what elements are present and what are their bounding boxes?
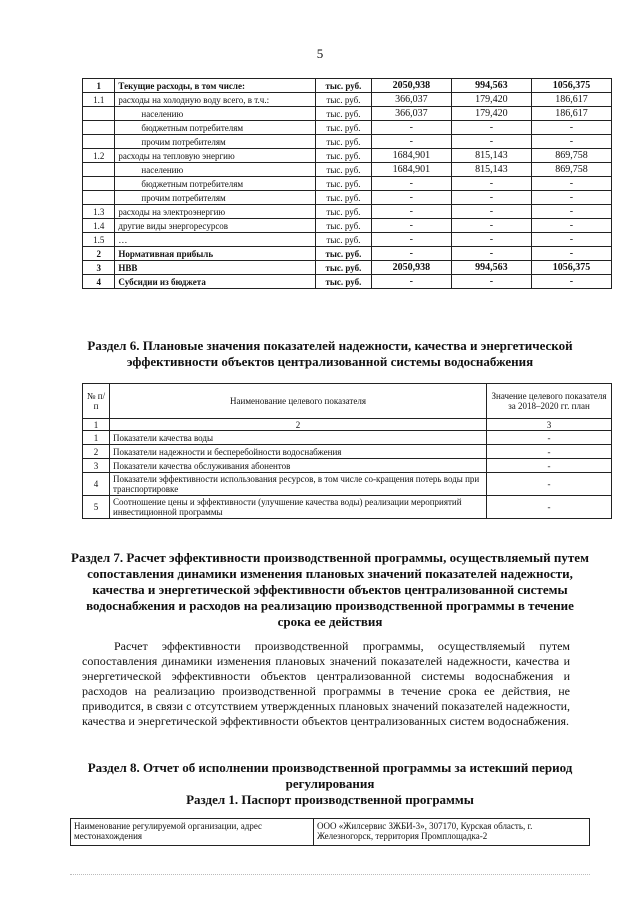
header-name: Наименование целевого показателя <box>110 384 487 419</box>
passport-table <box>70 818 590 846</box>
expense-num: 3 <box>83 261 115 275</box>
expense-name: Субсидии из бюджета <box>115 275 316 289</box>
expense-value-h1: - <box>451 219 531 233</box>
expense-num <box>83 177 115 191</box>
expense-unit: тыс. руб. <box>316 233 372 247</box>
indicator-value: - <box>487 431 612 445</box>
expense-value-total: - <box>371 275 451 289</box>
expense-name: Нормативная прибыль <box>115 247 316 261</box>
expense-value-h2: 186,617 <box>531 93 611 107</box>
expense-value-total: - <box>371 233 451 247</box>
section6-title: Раздел 6. Плановые значения показателей надежности, качества и энергетической эффективности объектов централизованной системы водоснабжения <box>87 338 573 369</box>
expense-value-total: 1684,901 <box>371 163 451 177</box>
expense-unit: тыс. руб. <box>316 191 372 205</box>
expense-unit: тыс. руб. <box>316 135 372 149</box>
expense-num: 2 <box>83 247 115 261</box>
expense-name: населению <box>115 107 316 121</box>
expense-unit: тыс. руб. <box>316 149 372 163</box>
expense-row <box>83 177 612 191</box>
indicator-num: 5 <box>83 496 110 519</box>
expense-row <box>83 121 612 135</box>
expense-num: 4 <box>83 275 115 289</box>
expense-value-h2: - <box>531 205 611 219</box>
indicators-header-row <box>83 384 612 419</box>
expense-unit: тыс. руб. <box>316 275 372 289</box>
expense-name: прочим потребителям <box>115 135 316 149</box>
expense-value-h1: 994,563 <box>451 79 531 93</box>
indicator-name: Соотношение цены и эффективности (улучшение качества воды) реализации мероприятий инвестиционной программы <box>110 496 487 519</box>
expense-name: населению <box>115 163 316 177</box>
expense-name: расходы на холодную воду всего, в т.ч.: <box>115 93 316 107</box>
expense-value-h2: 869,758 <box>531 149 611 163</box>
expense-num: 1.3 <box>83 205 115 219</box>
expense-unit: тыс. руб. <box>316 121 372 135</box>
expense-unit: тыс. руб. <box>316 79 372 93</box>
index-value: 3 <box>487 419 612 431</box>
expense-unit: тыс. руб. <box>316 93 372 107</box>
expense-value-total: - <box>371 205 451 219</box>
indicator-row <box>83 473 612 496</box>
indicator-name: Показатели качества воды <box>110 431 487 445</box>
expense-value-h1: 815,143 <box>451 149 531 163</box>
indicator-name: Показатели надежности и бесперебойности водоснабжения <box>110 445 487 459</box>
expense-value-h1: 815,143 <box>451 163 531 177</box>
section8-title-line1: Раздел 8. Отчет об исполнении производственной программы за истекший период регулирования <box>87 760 573 791</box>
indicators-table <box>82 383 612 519</box>
section8-title <box>70 760 590 808</box>
expense-value-h2: 186,617 <box>531 107 611 121</box>
page-number: 5 <box>316 46 324 61</box>
expense-value-h1: - <box>451 121 531 135</box>
indicator-row <box>83 459 612 473</box>
indicator-row <box>83 431 612 445</box>
expense-value-h2: 1056,375 <box>531 79 611 93</box>
indicator-name: Показатели качества обслуживания абонентов <box>110 459 487 473</box>
expense-value-total: - <box>371 219 451 233</box>
indicator-value: - <box>487 459 612 473</box>
expense-value-total: - <box>371 135 451 149</box>
expense-row <box>83 261 612 275</box>
expense-unit: тыс. руб. <box>316 205 372 219</box>
expense-value-total: - <box>371 247 451 261</box>
indicator-num: 4 <box>83 473 110 496</box>
expense-name: другие виды энергоресурсов <box>115 219 316 233</box>
indicator-name: Показатели эффективности использования ресурсов, в том числе со-кращения потерь воды при транспортировке <box>110 473 487 496</box>
expense-row <box>83 107 612 121</box>
expense-name: расходы на электроэнергию <box>115 205 316 219</box>
index-num: 1 <box>83 419 110 431</box>
expense-value-h2: - <box>531 275 611 289</box>
expense-unit: тыс. руб. <box>316 247 372 261</box>
expense-value-h2: - <box>531 219 611 233</box>
expense-row <box>83 219 612 233</box>
passport-label: Наименование регулируемой организации, адрес местонахождения <box>71 819 314 846</box>
indicator-row <box>83 445 612 459</box>
expense-unit: тыс. руб. <box>316 163 372 177</box>
expense-row <box>83 135 612 149</box>
expense-row <box>83 275 612 289</box>
indicator-num: 2 <box>83 445 110 459</box>
expense-row <box>83 163 612 177</box>
expense-name: НВВ <box>115 261 316 275</box>
expense-value-total: - <box>371 121 451 135</box>
index-name: 2 <box>110 419 487 431</box>
expense-row <box>83 93 612 107</box>
section7-paragraph: Расчет эффективности производственной программы, осуществляемый путем сопоставления динамики изменения плановых значений показателей надежности, качества и энергетической эффективности объектов централизованной системы водоснабжения и расходов на реализацию производственной программы в течение срока ее действия, не приводится, в связи с отсутствием утвержденных плановых значений показателей надежности, качества и энергетической эффективности объектов централизованных систем водоснабжения. <box>82 639 570 728</box>
indicator-num: 3 <box>83 459 110 473</box>
expense-value-h2: - <box>531 121 611 135</box>
expense-num <box>83 135 115 149</box>
expense-value-total: 2050,938 <box>371 79 451 93</box>
expense-row <box>83 191 612 205</box>
passport-row <box>71 819 590 846</box>
expense-num <box>83 163 115 177</box>
expense-value-h1: 179,420 <box>451 93 531 107</box>
section7-title: Раздел 7. Расчет эффективности производственной программы, осуществляемый путем сопоставления динамики изменения плановых значений показателей надежности, качества и энергетической эффективности объектов централизованной системы водоснабжения и расходов на реализацию производственной программы в течение срока ее действия <box>71 550 589 629</box>
footer-divider <box>70 874 590 875</box>
expense-num: 1.2 <box>83 149 115 163</box>
expense-value-h1: - <box>451 135 531 149</box>
expense-num: 1.1 <box>83 93 115 107</box>
expense-value-h1: - <box>451 275 531 289</box>
expense-value-h2: - <box>531 247 611 261</box>
expense-value-h2: - <box>531 177 611 191</box>
indicator-num: 1 <box>83 431 110 445</box>
expense-value-total: 366,037 <box>371 107 451 121</box>
indicator-value: - <box>487 473 612 496</box>
expense-value-h1: - <box>451 177 531 191</box>
expense-value-total: - <box>371 177 451 191</box>
expense-value-total: 2050,938 <box>371 261 451 275</box>
expense-unit: тыс. руб. <box>316 177 372 191</box>
expense-name: … <box>115 233 316 247</box>
expense-name: прочим потребителям <box>115 191 316 205</box>
expense-value-h2: 869,758 <box>531 163 611 177</box>
expense-value-total: 1684,901 <box>371 149 451 163</box>
expense-value-h2: - <box>531 135 611 149</box>
expense-unit: тыс. руб. <box>316 219 372 233</box>
indicator-value: - <box>487 445 612 459</box>
indicator-row <box>83 496 612 519</box>
header-num: № п/п <box>83 384 110 419</box>
expense-row <box>83 79 612 93</box>
expense-value-h2: 1056,375 <box>531 261 611 275</box>
expense-value-h1: - <box>451 233 531 247</box>
expense-row <box>83 247 612 261</box>
expense-value-h1: 179,420 <box>451 107 531 121</box>
expense-num: 1.5 <box>83 233 115 247</box>
expense-name: бюджетным потребителям <box>115 177 316 191</box>
expense-value-total: - <box>371 191 451 205</box>
expense-unit: тыс. руб. <box>316 107 372 121</box>
expense-table <box>82 78 612 289</box>
expense-value-h1: 994,563 <box>451 261 531 275</box>
expense-value-h1: - <box>451 205 531 219</box>
expense-value-h1: - <box>451 247 531 261</box>
indicators-index-row <box>83 419 612 431</box>
expense-row <box>83 205 612 219</box>
expense-value-h2: - <box>531 191 611 205</box>
expense-num: 1.4 <box>83 219 115 233</box>
expense-num <box>83 191 115 205</box>
expense-unit: тыс. руб. <box>316 261 372 275</box>
section8-title-line2: Раздел 1. Паспорт производственной программы <box>186 792 474 807</box>
expense-num <box>83 107 115 121</box>
expense-name: расходы на тепловую энергию <box>115 149 316 163</box>
expense-row <box>83 233 612 247</box>
indicator-value: - <box>487 496 612 519</box>
expense-num: 1 <box>83 79 115 93</box>
expense-value-h2: - <box>531 233 611 247</box>
expense-num <box>83 121 115 135</box>
expense-name: бюджетным потребителям <box>115 121 316 135</box>
expense-value-total: 366,037 <box>371 93 451 107</box>
expense-row <box>83 149 612 163</box>
expense-name: Текущие расходы, в том числе: <box>115 79 316 93</box>
passport-value: ООО «Жилсервис ЗЖБИ-3», 307170, Курская область, г. Железногорск, территория Промплощадка-2 <box>314 819 590 846</box>
header-value: Значение целевого показателя за 2018–2020 гг. план <box>487 384 612 419</box>
expense-value-h1: - <box>451 191 531 205</box>
